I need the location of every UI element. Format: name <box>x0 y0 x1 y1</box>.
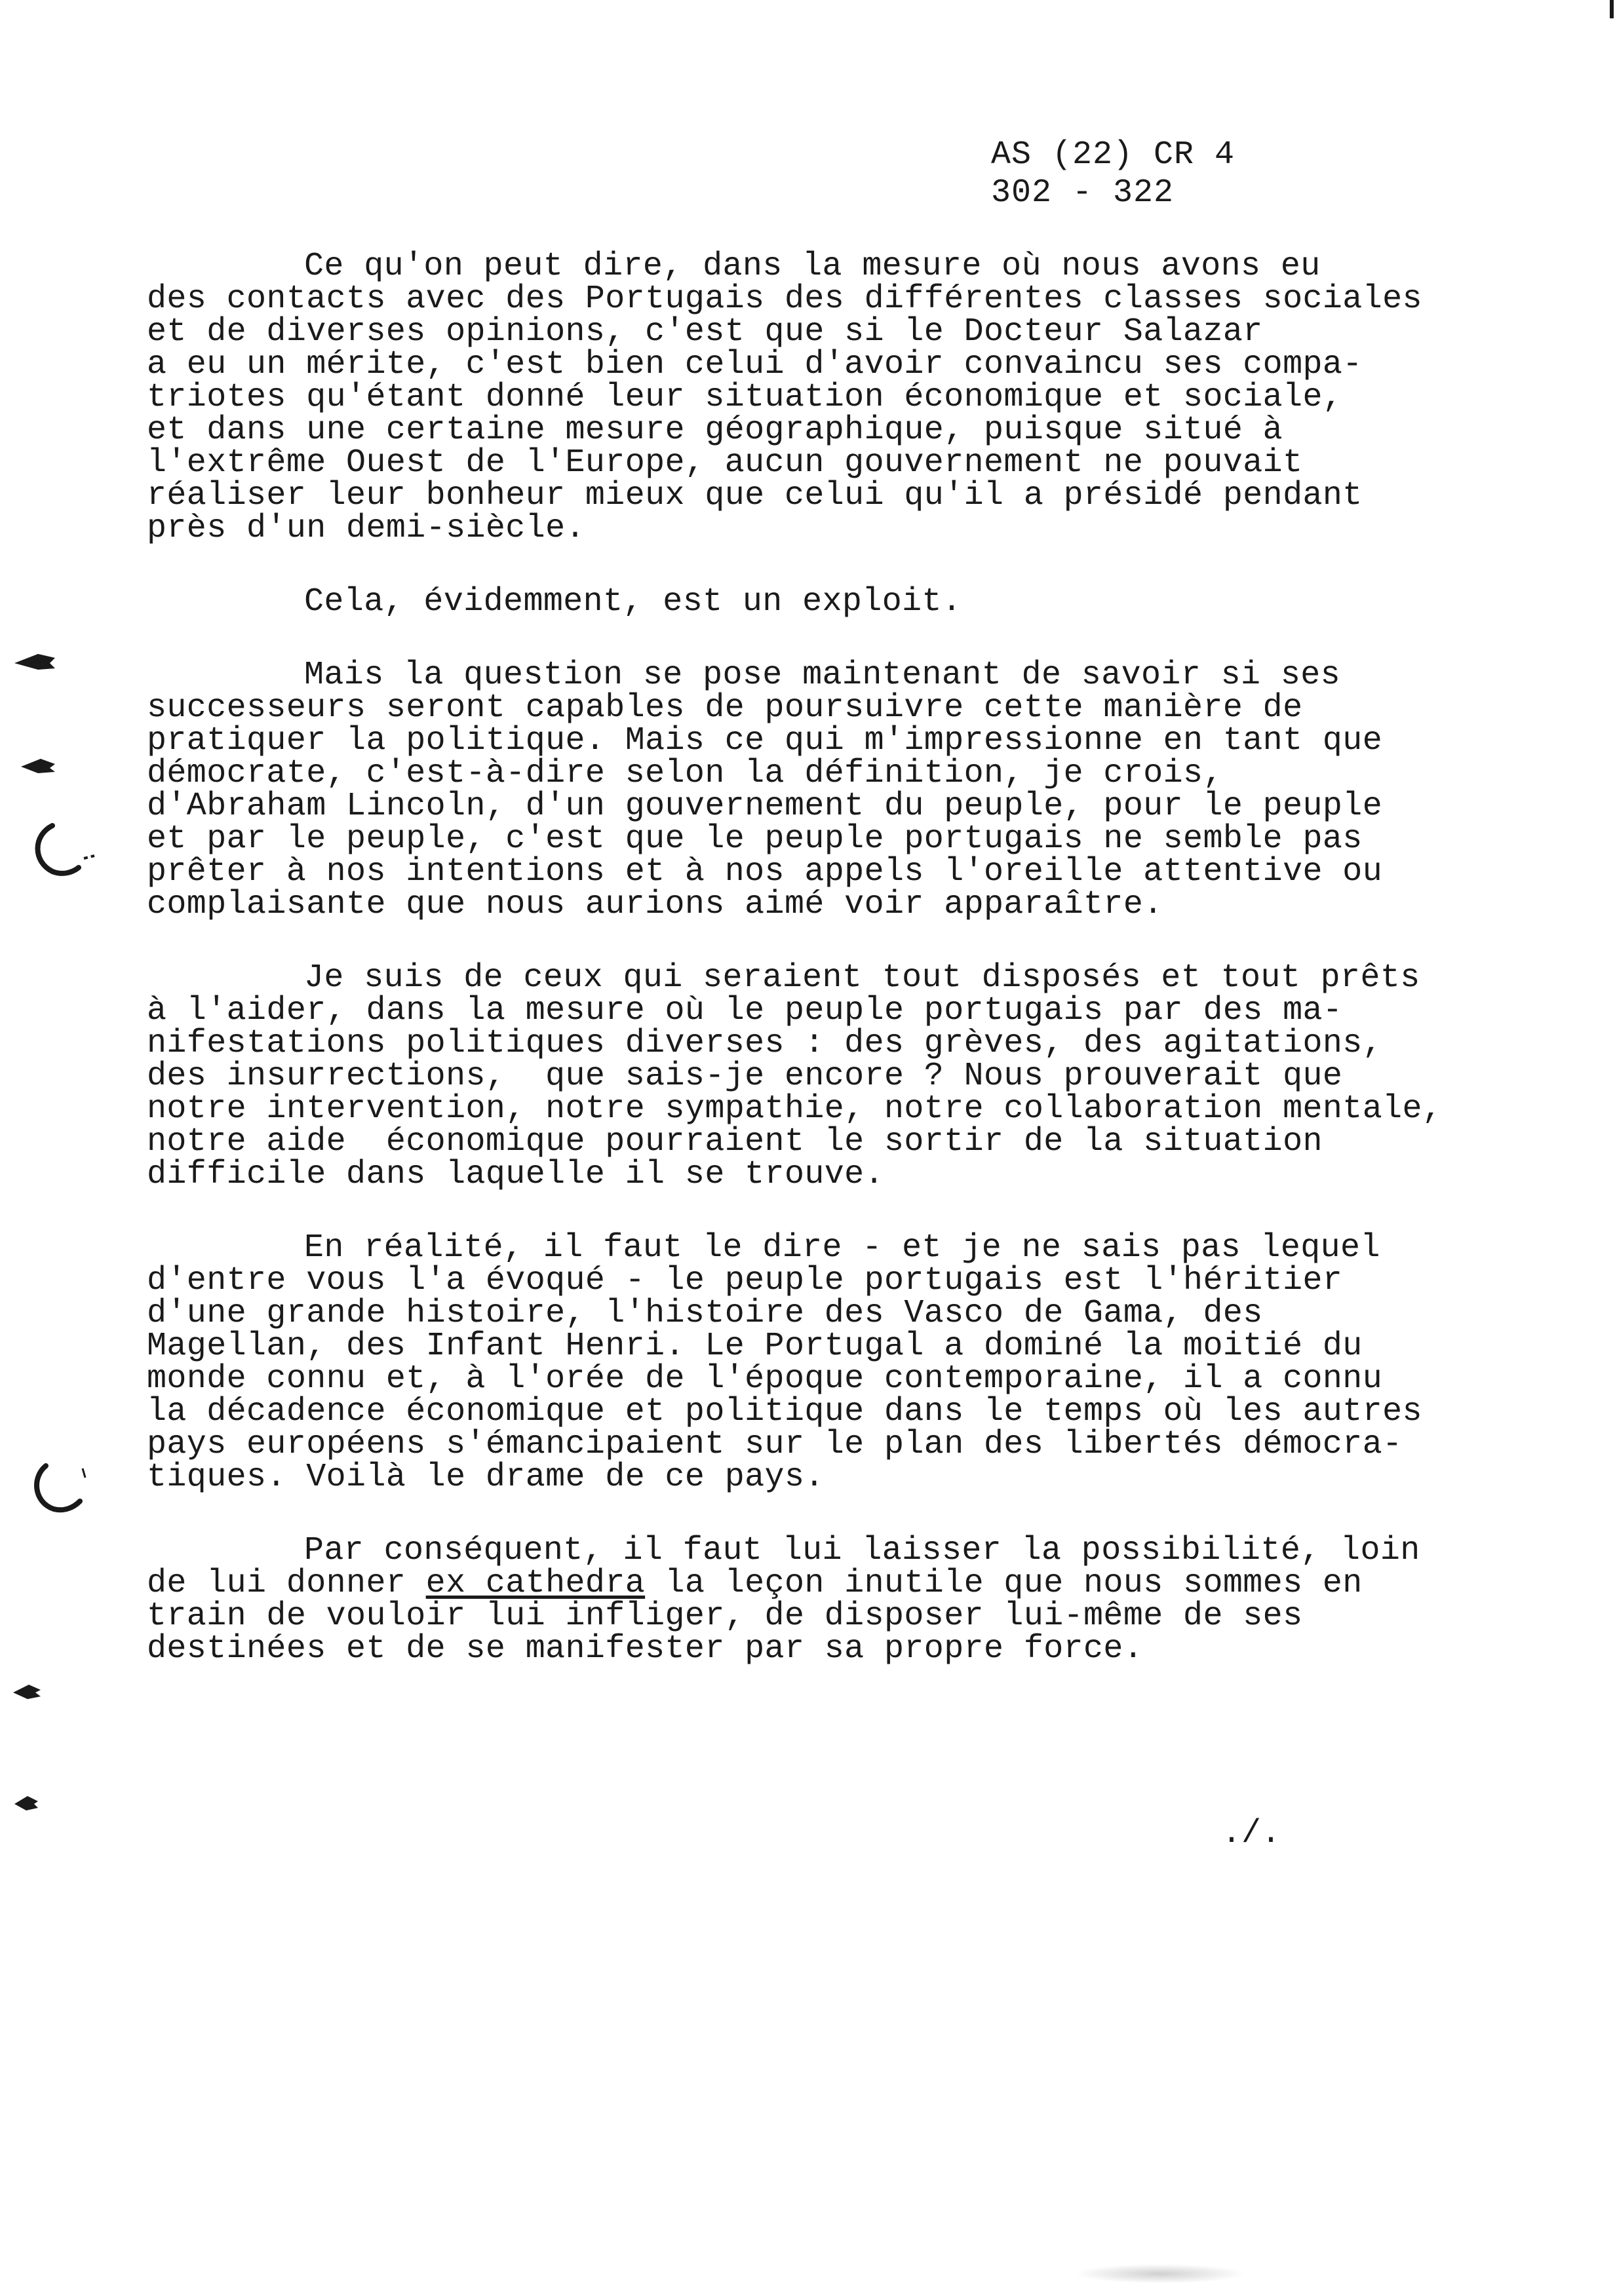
text-fragment: la leçon inutile que nous sommes en <box>645 1565 1363 1602</box>
text-line: pays européens s'émancipaient sur le plan des libertés démocra- <box>147 1426 1403 1463</box>
binder-hole-mark-1 <box>26 819 98 878</box>
reference-pages: 302 - 322 <box>991 174 1175 212</box>
paragraph-2 <box>147 583 1431 621</box>
margin-arrow-mark-2 <box>18 754 58 777</box>
text-line: monde connu et, à l'orée de l'époque contemporaine, il a connu <box>147 1360 1383 1398</box>
text-line: démocrate, c'est-à-dire selon la définition, je crois, <box>147 755 1223 792</box>
text-line: nifestations politiques diverses : des grèves, des agitations, <box>147 1025 1383 1062</box>
text-line: triotes qu'étant donné leur situation économique et sociale, <box>147 379 1343 416</box>
text-line <box>147 1567 1431 1600</box>
underlined-latin-phrase: ex cathedra <box>425 1565 646 1602</box>
text-line: et dans une certaine mesure géographique, puisque situé à <box>147 411 1283 449</box>
text-line: Par conséquent, il faut lui laisser la possibilité, loin <box>304 1532 1420 1569</box>
text-line: train de vouloir lui infliger, de disposer lui-même de ses <box>147 1598 1303 1635</box>
paragraph-6 <box>147 1532 1431 1668</box>
paragraph-1 <box>147 250 1431 545</box>
text-line: Je suis de ceux qui seraient tout disposés et tout prêts <box>304 959 1420 997</box>
text-line: près d'un demi-siècle. <box>147 510 585 547</box>
text-line: des contacts avec des Portugais des différentes classes sociales <box>147 280 1422 318</box>
edge-mark <box>1610 0 1614 18</box>
text-line: En réalité, il faut le dire - et je ne sais pas lequel <box>304 1229 1380 1267</box>
text-line: d'entre vous l'a évoqué - le peuple portugais est l'héritier <box>147 1262 1343 1299</box>
text-line: et de diverses opinions, c'est que si le Docteur Salazar <box>147 313 1263 351</box>
text-line: d'Abraham Lincoln, d'un gouvernement du peuple, pour le peuple <box>147 788 1383 825</box>
text-line: réaliser leur bonheur mieux que celui qu'il a présidé pendant <box>147 477 1363 514</box>
document-reference <box>991 136 1235 212</box>
paragraph-5 <box>147 1229 1431 1496</box>
margin-arrow-mark-1 <box>12 649 58 675</box>
text-line: Magellan, des Infant Henri. Le Portugal a dominé la moitié du <box>147 1328 1363 1365</box>
reference-code: AS (22) CR 4 <box>991 136 1236 174</box>
text-line: complaisante que nous aurions aimé voir apparaître. <box>147 886 1163 923</box>
text-line: d'une grande histoire, l'histoire des Vasco de Gama, des <box>147 1295 1263 1332</box>
continuation-mark: ./. <box>1222 1815 1281 1852</box>
binder-hole-mark-2 <box>26 1458 92 1517</box>
text-fragment: de lui donner <box>147 1565 426 1602</box>
text-line: a eu un mérite, c'est bien celui d'avoir convaincu ses compa- <box>147 346 1363 383</box>
text-line: l'extrême Ouest de l'Europe, aucun gouvernement ne pouvait <box>147 444 1303 482</box>
scan-smudge <box>1075 2264 1245 2284</box>
document-body <box>147 248 1443 1706</box>
text-line: tiques. Voilà le drame de ce pays. <box>147 1459 825 1496</box>
text-line: difficile dans laquelle il se trouve. <box>147 1156 884 1193</box>
text-line: Ce qu'on peut dire, dans la mesure où nous avons eu <box>304 248 1321 285</box>
text-line: pratiquer la politique. Mais ce qui m'impressionne en tant que <box>147 722 1383 759</box>
text-line: des insurrections, que sais-je encore ? Nous prouverait que <box>147 1058 1343 1095</box>
text-line: destinées et de se manifester par sa propre force. <box>147 1630 1144 1668</box>
paragraph-3 <box>147 659 1431 921</box>
margin-arrow-mark-3 <box>10 1681 43 1703</box>
text-line: successeurs seront capables de poursuivre cette manière de <box>147 689 1303 727</box>
text-line: notre intervention, notre sympathie, notre collaboration mentale, <box>147 1090 1443 1128</box>
text-line: prêter à nos intentions et à nos appels l'oreille attentive ou <box>147 853 1383 890</box>
margin-arrow-mark-4 <box>12 1792 41 1814</box>
text-line: et par le peuple, c'est que le peuple portugais ne semble pas <box>147 820 1363 858</box>
text-line: notre aide économique pourraient le sortir de la situation <box>147 1123 1323 1160</box>
text-line: à l'aider, dans la mesure où le peuple portugais par des ma- <box>147 992 1343 1029</box>
text-line: Mais la question se pose maintenant de savoir si ses <box>304 657 1341 694</box>
text-line: la décadence économique et politique dans le temps où les autres <box>147 1393 1422 1430</box>
paragraph-4 <box>147 959 1443 1193</box>
text-line: Cela, évidemment, est un exploit. <box>304 583 962 621</box>
